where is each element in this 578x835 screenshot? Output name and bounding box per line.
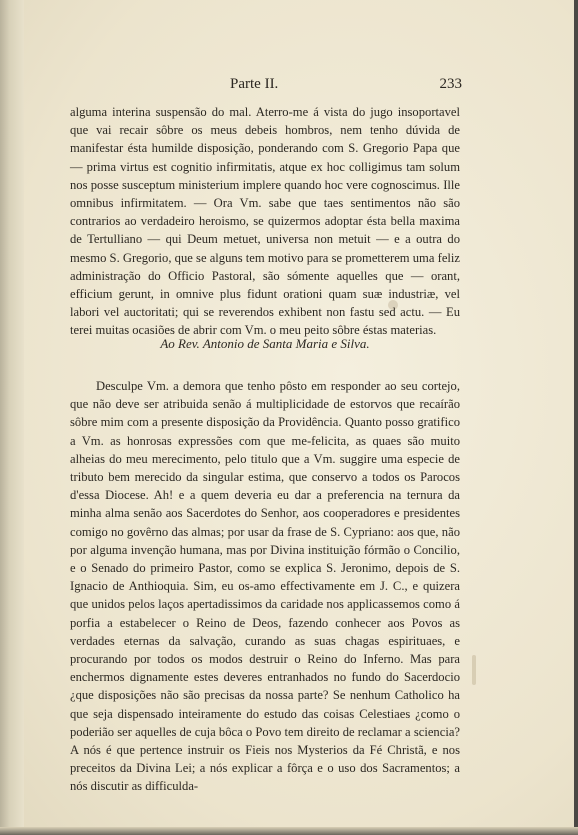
page-bottom-edge xyxy=(0,827,578,835)
page-header xyxy=(70,76,460,98)
page-edge xyxy=(574,0,578,835)
letter-body: Desculpe Vm. a demora que tenho pôsto em responder ao seu cortejo, que não deve ser atribuida senão á multiplicidade de estorvos que recaírão sôbre mim com a presente disposição da Providência. Quanto posso gratifico a Vm. as honrosas expressões com que me-felicita, as quaes são muito alheias do meu merecimento, pelo titulo que a Vm. suggire uma especie de tributo bem merecido da singular estima, que conservo a todos os Parocos d'essa Diocese. Ah! e a quem deveria eu dar a preferencia na ternura da minha alma senão aos Sacerdotes do Senhor, aos cooperadores e presidentes comigo no govêrno das almas; por usar da frase de S. Cypriano: aos que, não por alguma invenção humana, mas por Divina instituição fórmão o Concilio, e o Senado do primeiro Pastor, como se explica S. Jeronimo, depois de S. Ignacio de Anthioquia. Sim, eu os-amo effectivamente em J. C., e quizera que unidos pelos laços apertadissimos da caridade nos applicassemos como á porfia a estabelecer o Reino de Deos, fazendo conhecer aos Povos as verdades eternas da salvação, curando as suas chagas espirituaes, e procurando por todos os modos destruir o Reino do Inferno. Mas para enchermos dignamente estes deveres entranhados no fundo do Sacerdocio ¿que disposições não são precisas da nossa parte? Se nenhum Catholico ha que seja dispensado inteiramente do estudo das coisas Celestiaes ¿como o poderião ser aquelles de cuja bôca o Povo tem direito de reclamar a sciencia? A nós é que pertence instruir os Fieis nos Mysterios da Fé Christã, e nos preceitos da Divina Lei; a nós explicar a fôrça e o uso dos Sacramentos; a nós discutir as difficulda- xyxy=(70,379,460,794)
section-heading: Ao Rev. Antonio de Santa Maria e Silva. xyxy=(160,336,370,351)
running-head: Parte II. xyxy=(230,76,279,92)
paper-mark xyxy=(472,655,476,685)
paragraph-continuation: alguma interina suspensão do mal. Aterro-me á vista do jugo insoportavel que vai recair sôbre os meus debeis hombros, nem tenho dúvida de manifestar ésta humilde disposição, ponderando com S. Gregorio Papa que — prima virtus est cognitio infirmitatis, atque ex hoc colligimus tam solum nos posse susceptum ministerium implere quando hoc vere cognoscimus. Ille omnibus infirmitatem. — Ora Vm. sabe que taes sentimentos não são contrarios ao verdadeiro heroismo, se quizermos adoptar ésta bella maxima de Tertulliano — qui Deum metuet, universa non metuit — e a outra do mesmo S. Gregorio, que se alguns tem motivo para se prometterem uma feliz administração do Officio Pastoral, são sómente aquelles que — orant, efficium gerunt, in omnive plus fidunt orationi quam suæ industriæ, vel labori vel auctoritati; qui se reverendos exhibent non fastu sed actu. — Eu terei muitas ocasiões de abrir com Vm. o meu peito sôbre éstas materias. xyxy=(70,105,460,338)
page-gutter-shadow xyxy=(0,0,24,835)
page-number: 233 xyxy=(439,76,462,92)
